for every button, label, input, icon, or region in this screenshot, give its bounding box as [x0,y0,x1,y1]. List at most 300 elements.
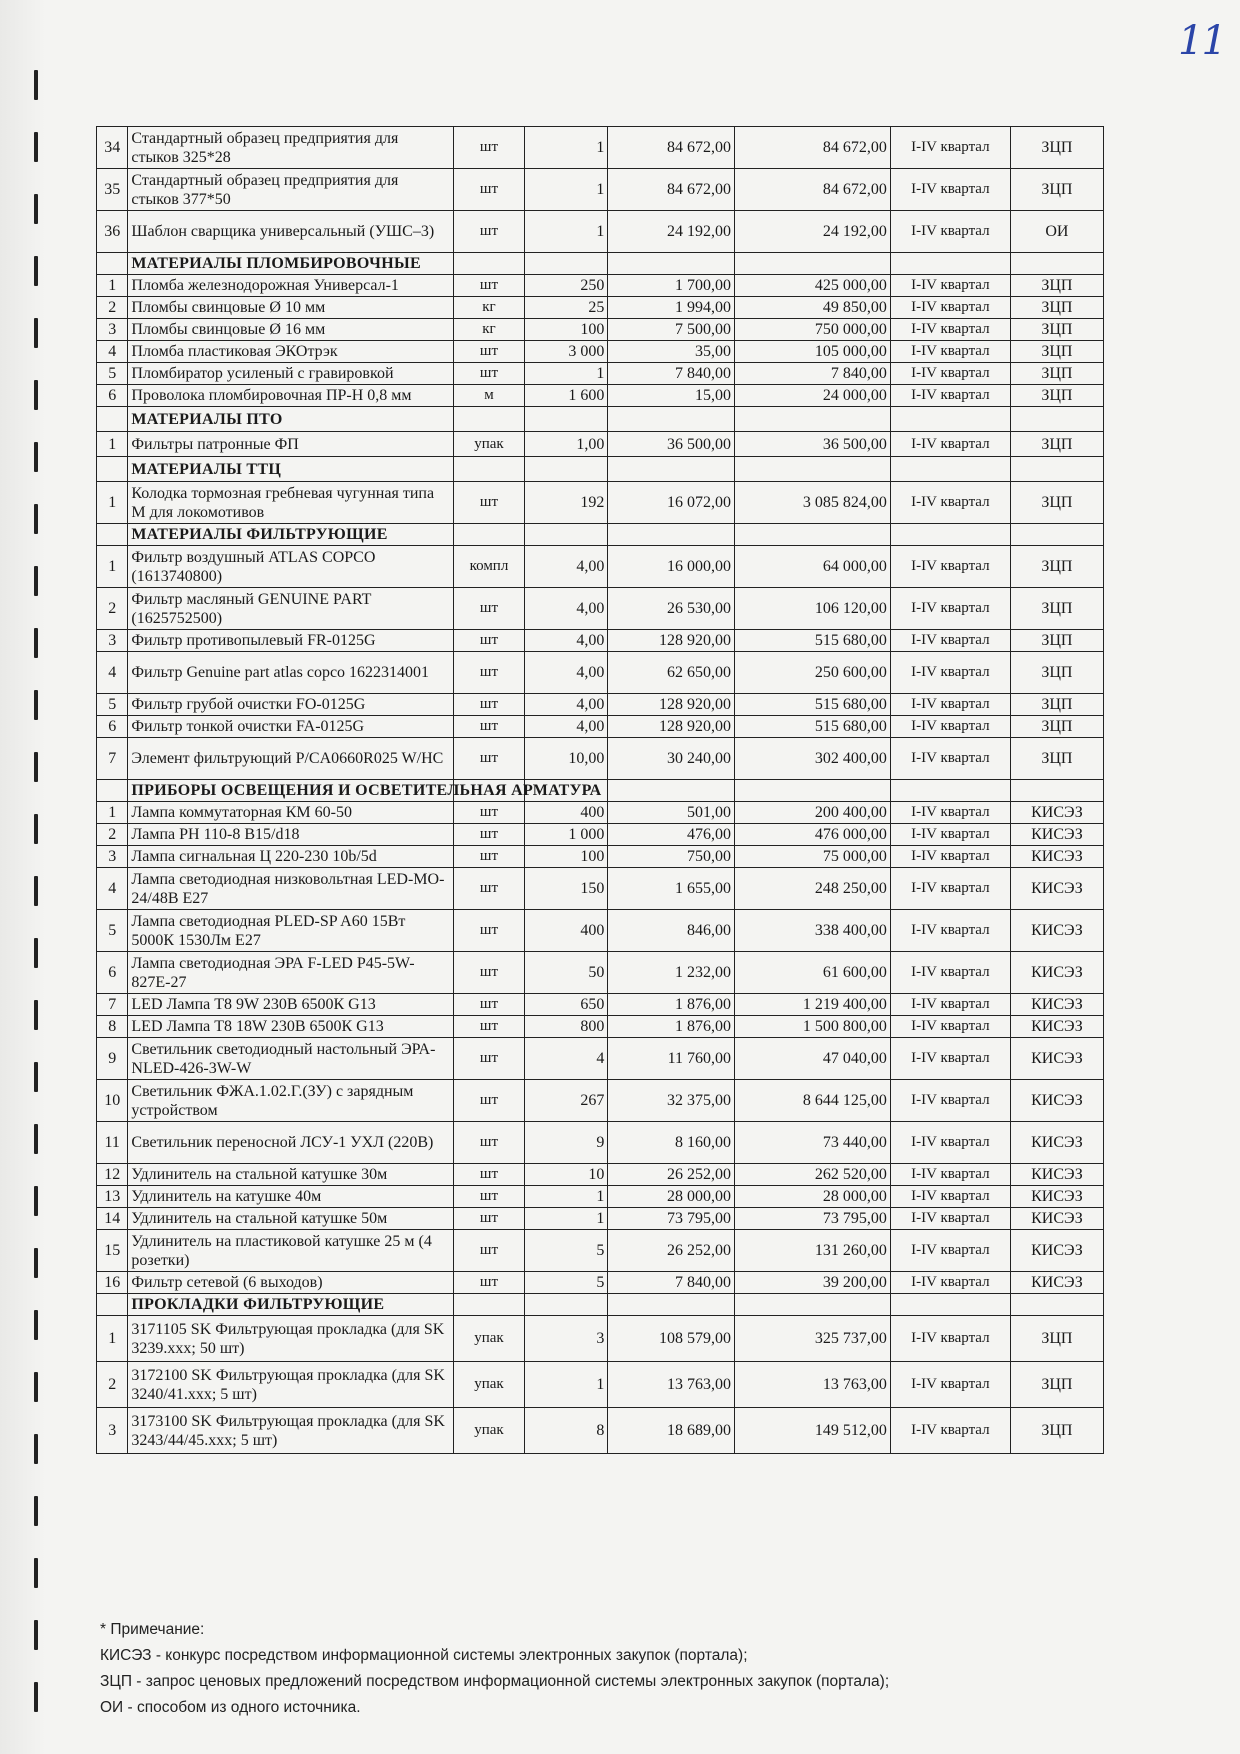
cell-name: МАТЕРИАЛЫ ТТЦ [128,457,453,482]
cell-num: 2 [97,1362,128,1408]
procurement-table [96,126,1104,1454]
table-row [97,652,1104,694]
cell-period: I-IV квартал [890,363,1010,385]
binding-hole [34,690,38,720]
cell-price: 30 240,00 [608,738,735,780]
cell-price [608,253,735,275]
cell-total: 24 192,00 [735,211,891,253]
cell-name: Фильтр сетевой (6 выходов) [128,1272,453,1294]
cell-price: 26 530,00 [608,588,735,630]
table-row [97,824,1104,846]
cell-qty: 5 [525,1272,608,1294]
cell-period [890,1294,1010,1316]
cell-method: КИСЭЗ [1010,1230,1103,1272]
table-row [97,482,1104,524]
cell-qty: 4 [525,1038,608,1080]
cell-qty: 650 [525,994,608,1016]
cell-price [608,457,735,482]
cell-method: КИСЭЗ [1010,824,1103,846]
cell-price: 84 672,00 [608,127,735,169]
binding-hole [34,566,38,596]
cell-unit: шт [453,211,525,253]
cell-total [735,524,891,546]
table-row [97,630,1104,652]
cell-unit: шт [453,363,525,385]
cell-name: Удлинитель на стальной катушке 50м [128,1208,453,1230]
cell-name: Фильтры патронные ФП [128,432,453,457]
section-row [97,457,1104,482]
cell-price: 8 160,00 [608,1122,735,1164]
page-number: 11 [1178,18,1225,64]
cell-name: Удлинитель на стальной катушке 30м [128,1164,453,1186]
cell-method: КИСЭЗ [1010,1016,1103,1038]
cell-qty: 1 [525,363,608,385]
cell-name: 3173100 SK Фильтрующая прокладка (для SK 3243/44/45.xxx; 5 шт) [128,1408,453,1454]
cell-total: 105 000,00 [735,341,891,363]
table-row [97,297,1104,319]
cell-total: 8 644 125,00 [735,1080,891,1122]
cell-name: Элемент фильтрующий P/CA0660R025 W/HC [128,738,453,780]
cell-name: Светильник переносной ЛСУ-1 УХЛ (220В) [128,1122,453,1164]
table-row [97,868,1104,910]
cell-qty: 250 [525,275,608,297]
cell-qty: 25 [525,297,608,319]
cell-period: I-IV квартал [890,1272,1010,1294]
cell-qty [525,1294,608,1316]
cell-num: 36 [97,211,128,253]
table-row [97,1016,1104,1038]
cell-total: 47 040,00 [735,1038,891,1080]
cell-price: 26 252,00 [608,1164,735,1186]
cell-num: 3 [97,846,128,868]
cell-price [608,524,735,546]
cell-name: Фильтр тонкой очистки FA-0125G [128,716,453,738]
table-row [97,952,1104,994]
cell-method: КИСЭЗ [1010,868,1103,910]
cell-period: I-IV квартал [890,341,1010,363]
binding-hole [34,628,38,658]
cell-num: 10 [97,1080,128,1122]
cell-period: I-IV квартал [890,694,1010,716]
cell-method: ЗЦП [1010,169,1103,211]
cell-method [1010,407,1103,432]
cell-unit [453,524,525,546]
cell-method: КИСЭЗ [1010,994,1103,1016]
cell-price: 128 920,00 [608,694,735,716]
cell-price [608,780,735,802]
cell-price: 28 000,00 [608,1186,735,1208]
binding-hole [34,442,38,472]
binding-hole [34,1620,38,1650]
cell-num: 5 [97,910,128,952]
cell-num [97,457,128,482]
cell-price: 32 375,00 [608,1080,735,1122]
table-row [97,588,1104,630]
cell-total: 250 600,00 [735,652,891,694]
table-row [97,694,1104,716]
cell-name: Лампа светодиодная низковольтная LED-MO-24/48В Е27 [128,868,453,910]
cell-method: ЗЦП [1010,1408,1103,1454]
cell-price: 73 795,00 [608,1208,735,1230]
cell-method [1010,780,1103,802]
cell-qty: 50 [525,952,608,994]
notes [100,1617,889,1721]
table-row [97,1316,1104,1362]
cell-method: КИСЭЗ [1010,1272,1103,1294]
cell-period: I-IV квартал [890,169,1010,211]
cell-num: 35 [97,169,128,211]
table-row [97,127,1104,169]
cell-unit: шт [453,341,525,363]
cell-qty: 10 [525,1164,608,1186]
table-row [97,738,1104,780]
table-row [97,341,1104,363]
binding-hole [34,256,38,286]
cell-method: КИСЭЗ [1010,1122,1103,1164]
section-row [97,524,1104,546]
cell-price: 476,00 [608,824,735,846]
cell-num: 15 [97,1230,128,1272]
cell-period: I-IV квартал [890,824,1010,846]
table-row [97,1362,1104,1408]
table-row [97,169,1104,211]
cell-method: ЗЦП [1010,652,1103,694]
cell-unit: упак [453,432,525,457]
cell-price: 128 920,00 [608,716,735,738]
cell-period: I-IV квартал [890,588,1010,630]
cell-unit: шт [453,652,525,694]
cell-unit: шт [453,802,525,824]
binding-hole [34,1062,38,1092]
section-row [97,407,1104,432]
cell-price: 846,00 [608,910,735,952]
cell-unit: шт [453,1038,525,1080]
cell-total: 515 680,00 [735,630,891,652]
cell-total: 476 000,00 [735,824,891,846]
cell-name: Лампа коммутаторная КМ 60-50 [128,802,453,824]
cell-method: КИСЭЗ [1010,952,1103,994]
cell-unit: шт [453,588,525,630]
cell-period: I-IV квартал [890,1316,1010,1362]
cell-name: Пломба пластиковая ЭКОтрэк [128,341,453,363]
cell-qty [525,253,608,275]
cell-num: 1 [97,546,128,588]
cell-method: ОИ [1010,211,1103,253]
cell-method: ЗЦП [1010,588,1103,630]
cell-unit: упак [453,1362,525,1408]
binding-hole [34,1372,38,1402]
cell-period: I-IV квартал [890,1038,1010,1080]
binding-hole [34,1000,38,1030]
cell-qty: 3 000 [525,341,608,363]
cell-total: 49 850,00 [735,297,891,319]
cell-total: 84 672,00 [735,169,891,211]
cell-unit: шт [453,1016,525,1038]
cell-unit: шт [453,716,525,738]
table-row [97,802,1104,824]
cell-qty: 150 [525,868,608,910]
cell-name: 3172100 SK Фильтрующая прокладка (для SK 3240/41.xxx; 5 шт) [128,1362,453,1408]
cell-name: МАТЕРИАЛЫ ФИЛЬТРУЮЩИЕ [128,524,453,546]
table-row [97,716,1104,738]
cell-name: Удлинитель на пластиковой катушке 25 м (4 розетки) [128,1230,453,1272]
cell-unit [453,457,525,482]
cell-period: I-IV квартал [890,716,1010,738]
cell-num: 12 [97,1164,128,1186]
note-line-kisez: КИСЭЗ - конкурс посредством информационной системы электронных закупок (портала); [100,1647,748,1664]
cell-price: 7 840,00 [608,1272,735,1294]
cell-period: I-IV квартал [890,211,1010,253]
cell-qty: 400 [525,910,608,952]
cell-total: 36 500,00 [735,432,891,457]
cell-num: 6 [97,385,128,407]
table-row [97,1230,1104,1272]
cell-num: 8 [97,1016,128,1038]
cell-unit: шт [453,1164,525,1186]
cell-total: 73 440,00 [735,1122,891,1164]
cell-method [1010,253,1103,275]
cell-total: 84 672,00 [735,127,891,169]
cell-qty [525,407,608,432]
cell-name: Стандартный образец предприятия для стыков 325*28 [128,127,453,169]
cell-qty: 4,00 [525,630,608,652]
binding-hole [34,1496,38,1526]
cell-name: Колодка тормозная гребневая чугунная типа М для локомотивов [128,482,453,524]
binding-hole [34,1248,38,1278]
cell-period: I-IV квартал [890,319,1010,341]
cell-name: Фильтр масляный GENUINE PART (1625752500) [128,588,453,630]
cell-num: 3 [97,1408,128,1454]
table-row [97,319,1104,341]
cell-total: 338 400,00 [735,910,891,952]
cell-total: 149 512,00 [735,1408,891,1454]
cell-period: I-IV квартал [890,1408,1010,1454]
cell-num: 1 [97,482,128,524]
cell-unit: шт [453,482,525,524]
cell-price: 62 650,00 [608,652,735,694]
cell-period: I-IV квартал [890,910,1010,952]
cell-period: I-IV квартал [890,482,1010,524]
cell-total: 75 000,00 [735,846,891,868]
cell-price: 1 655,00 [608,868,735,910]
cell-method [1010,1294,1103,1316]
cell-price: 15,00 [608,385,735,407]
cell-price: 1 876,00 [608,1016,735,1038]
table-row [97,1408,1104,1454]
cell-unit: шт [453,738,525,780]
binding-hole [34,70,38,100]
cell-num: 5 [97,694,128,716]
cell-qty: 4,00 [525,546,608,588]
cell-num [97,524,128,546]
cell-method: КИСЭЗ [1010,846,1103,868]
cell-qty: 4,00 [525,588,608,630]
cell-unit: шт [453,1186,525,1208]
cell-price: 7 500,00 [608,319,735,341]
cell-total: 106 120,00 [735,588,891,630]
cell-price: 1 232,00 [608,952,735,994]
cell-price: 18 689,00 [608,1408,735,1454]
cell-num: 2 [97,588,128,630]
cell-name: Шаблон сварщика универсальный (УШС–3) [128,211,453,253]
cell-qty [525,457,608,482]
cell-period [890,457,1010,482]
cell-qty: 4,00 [525,652,608,694]
cell-period: I-IV квартал [890,952,1010,994]
cell-name: Фильтр воздушный ATLAS COPCO (1613740800) [128,546,453,588]
cell-method: КИСЭЗ [1010,1186,1103,1208]
cell-qty: 3 [525,1316,608,1362]
cell-qty: 1 [525,1362,608,1408]
cell-method: ЗЦП [1010,716,1103,738]
cell-method: ЗЦП [1010,127,1103,169]
cell-name: Фильтр грубой очистки FO-0125G [128,694,453,716]
cell-unit: шт [453,694,525,716]
cell-method: ЗЦП [1010,1362,1103,1408]
cell-name: Фильтр противопылевый FR-0125G [128,630,453,652]
table-row [97,910,1104,952]
cell-unit: шт [453,1272,525,1294]
cell-method: КИСЭЗ [1010,910,1103,952]
cell-total: 302 400,00 [735,738,891,780]
table-row [97,385,1104,407]
table-row [97,1208,1104,1230]
cell-price: 16 000,00 [608,546,735,588]
cell-num [97,407,128,432]
cell-num [97,253,128,275]
cell-unit: м [453,385,525,407]
cell-name: Стандартный образец предприятия для стыков 377*50 [128,169,453,211]
cell-name: Проволока пломбировочная ПР-Н 0,8 мм [128,385,453,407]
cell-total: 262 520,00 [735,1164,891,1186]
cell-price: 24 192,00 [608,211,735,253]
cell-period: I-IV квартал [890,1080,1010,1122]
binding-margin [0,0,46,1754]
cell-period: I-IV квартал [890,1230,1010,1272]
cell-num: 4 [97,341,128,363]
cell-name: ПРОКЛАДКИ ФИЛЬТРУЮЩИЕ [128,1294,453,1316]
binding-hole [34,752,38,782]
cell-name: Пломба железнодорожная Универсал-1 [128,275,453,297]
cell-num: 1 [97,275,128,297]
cell-price: 7 840,00 [608,363,735,385]
cell-total: 515 680,00 [735,694,891,716]
cell-total [735,253,891,275]
cell-price: 1 994,00 [608,297,735,319]
cell-num: 16 [97,1272,128,1294]
table-row [97,1038,1104,1080]
cell-period: I-IV квартал [890,1016,1010,1038]
cell-num: 6 [97,952,128,994]
binding-hole [34,380,38,410]
cell-unit: шт [453,868,525,910]
cell-name: Удлинитель на катушке 40м [128,1186,453,1208]
cell-total: 1 219 400,00 [735,994,891,1016]
binding-hole [34,1124,38,1154]
binding-hole [34,318,38,348]
cell-name: 3171105 SK Фильтрующая прокладка (для SK 3239.xxx; 50 шт) [128,1316,453,1362]
cell-unit: кг [453,297,525,319]
cell-num: 2 [97,297,128,319]
cell-name: LED Лампа Т8 18W 230В 6500К G13 [128,1016,453,1038]
cell-num: 4 [97,652,128,694]
cell-num: 7 [97,994,128,1016]
cell-total: 200 400,00 [735,802,891,824]
cell-method: ЗЦП [1010,275,1103,297]
table-row [97,1080,1104,1122]
cell-qty: 100 [525,319,608,341]
binding-hole [34,504,38,534]
cell-unit: шт [453,1208,525,1230]
cell-method: КИСЭЗ [1010,1080,1103,1122]
cell-num: 4 [97,868,128,910]
cell-qty: 8 [525,1408,608,1454]
cell-unit: шт [453,1230,525,1272]
table-row [97,1186,1104,1208]
cell-qty: 192 [525,482,608,524]
cell-total: 325 737,00 [735,1316,891,1362]
cell-qty: 1 [525,211,608,253]
cell-name: Лампа сигнальная Ц 220-230 10b/5d [128,846,453,868]
cell-method: ЗЦП [1010,297,1103,319]
cell-method: ЗЦП [1010,1316,1103,1362]
cell-period: I-IV квартал [890,432,1010,457]
cell-num: 6 [97,716,128,738]
cell-num: 7 [97,738,128,780]
section-row [97,1294,1104,1316]
cell-num: 5 [97,363,128,385]
cell-total [735,457,891,482]
cell-total: 750 000,00 [735,319,891,341]
table-row [97,211,1104,253]
cell-period: I-IV квартал [890,630,1010,652]
cell-period: I-IV квартал [890,846,1010,868]
cell-num: 1 [97,802,128,824]
cell-total: 39 200,00 [735,1272,891,1294]
cell-qty: 9 [525,1122,608,1164]
binding-hole [34,938,38,968]
cell-total: 248 250,00 [735,868,891,910]
note-line-zcp: ЗЦП - запрос ценовых предложений посредством информационной системы электронных закупок (портала); [100,1673,890,1690]
cell-qty: 267 [525,1080,608,1122]
cell-price: 1 876,00 [608,994,735,1016]
cell-qty: 10,00 [525,738,608,780]
cell-num: 1 [97,1316,128,1362]
cell-qty: 1,00 [525,432,608,457]
cell-price [608,407,735,432]
table-row [97,1272,1104,1294]
cell-num: 34 [97,127,128,169]
procurement-table-container [96,126,1104,1454]
cell-method: ЗЦП [1010,363,1103,385]
cell-num: 11 [97,1122,128,1164]
cell-period: I-IV квартал [890,297,1010,319]
cell-total: 28 000,00 [735,1186,891,1208]
cell-unit: шт [453,846,525,868]
binding-hole [34,1434,38,1464]
cell-total: 24 000,00 [735,385,891,407]
cell-price: 108 579,00 [608,1316,735,1362]
cell-method: ЗЦП [1010,385,1103,407]
cell-unit [453,253,525,275]
table-row [97,546,1104,588]
cell-method: КИСЭЗ [1010,802,1103,824]
cell-method [1010,457,1103,482]
cell-total: 515 680,00 [735,716,891,738]
cell-name: Светильник ФЖА.1.02.Г.(ЗУ) с зарядным устройством [128,1080,453,1122]
cell-unit: шт [453,127,525,169]
cell-name: Пломбы свинцовые Ø 10 мм [128,297,453,319]
